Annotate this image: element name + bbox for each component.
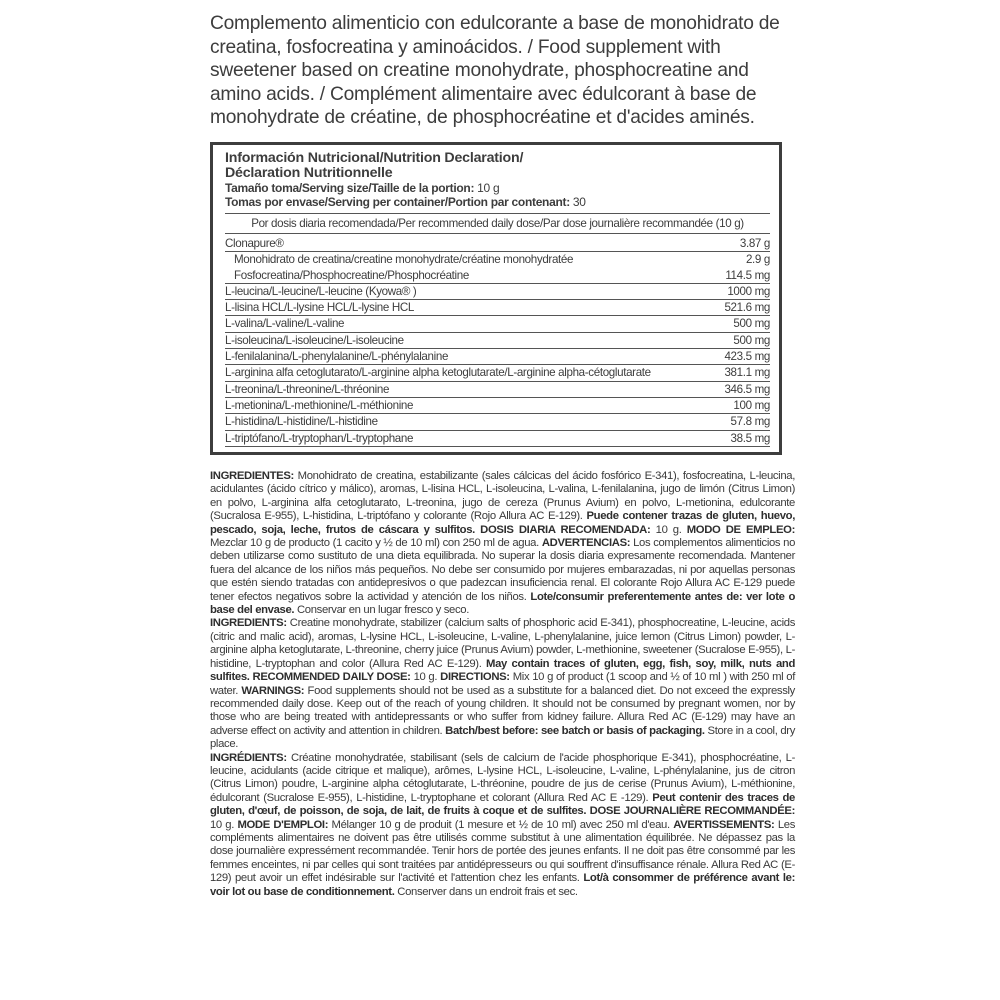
dose-label: DOSIS DIARIA RECOMENDADA:: [474, 523, 651, 536]
batch-label: Lot/à consommer de préférence avant le: voir lot ou base de conditionnement.: [210, 872, 795, 898]
directions-text: Mélanger 10 g de produit (1 mesure et ½ de 10 ml) avec 250 ml d'eau.: [328, 818, 674, 831]
ingredients-es: [210, 470, 795, 617]
warnings-label: WARNINGS:: [241, 684, 305, 697]
nutrient-amount: 3.87 g: [739, 237, 770, 250]
nutrient-name: L-metionina/L-methionine/L-méthionine: [225, 398, 414, 412]
dose-text: 10 g.: [210, 818, 238, 831]
panel-title-line-1: Información Nutricional/Nutrition Declaration/: [225, 150, 524, 166]
nutrient-name: L-leucina/L-leucine/L-leucine (Kyowa® ): [225, 284, 417, 298]
directions-text: Mezclar 10 g de producto (1 cacito y ½ de 10 ml) con 250 ml de agua.: [210, 537, 542, 550]
ingredients-label: INGREDIENTES:: [210, 470, 294, 482]
nutrient-row: [225, 300, 770, 316]
nutrient-amount: 1000 mg: [727, 284, 770, 298]
storage-text: Conservar en un lugar fresco y seco.: [294, 604, 469, 617]
nutrient-row: [225, 333, 770, 349]
nutrient-row: [225, 431, 770, 447]
nutrient-name: Fosfocreatina/Phosphocreatine/Phosphocréatine: [234, 268, 469, 282]
nutrient-amount: 381.1 mg: [724, 366, 770, 380]
dose-text: 10 g.: [650, 523, 687, 536]
nutrient-row: [225, 365, 770, 381]
directions-label: MODE D'EMPLOI:: [237, 818, 329, 831]
allergens-text: Puede contener trazas de gluten, huevo, pescado, soja, leche, frutos de cáscara y sulfitos.: [210, 510, 795, 536]
nutrient-row: [225, 268, 770, 284]
nutrient-amount: 500 mg: [733, 317, 770, 331]
panel-title-line-2: Déclaration Nutritionnelle: [225, 165, 393, 181]
serving-size: [225, 181, 770, 195]
warnings-text: Food supplements should not be used as a substitute for a balanced diet. Do not exceed the expressly recommended daily dose. Keep out of the reach of young children. It should not be consumed by pregnant women, nor by those who are being treated with antidepressants or who suffer from kidney failure. Allura Red AC (E-129) may have an adverse effect on activity and attention in children.: [210, 684, 795, 737]
warnings-text: Los complementos alimenticios no deben utilizarse como sustituto de una dieta equilibrada. No superar la dosis diaria expresamente recomendada. Mantener fuera del alcance de los niños más pequeños. No debe ser consumido por mujeres embarazadas, ni por aquellas personas que estén siendo tratadas con antidepresivos o que padezcan insuficiencia renal. El colorante Rojo Allura AC E-129 puede tener efectos negativos sobre la actividad y atención de los niños.: [210, 537, 796, 603]
directions-text: Mix 10 g of product (1 scoop and ½ of 10 ml ) with 250 ml of water.: [210, 671, 796, 697]
warnings-label: AVERTISSEMENTS:: [673, 818, 775, 831]
warnings-label: ADVERTENCIAS:: [541, 537, 631, 550]
product-description: Complemento alimenticio con edulcorante a base de monohidrato de creatina, fosfocreatina y aminoácidos. / Food supplement with sweetener based on creatine monohydrate, phosphocreatine and amino acids. / Complément alimentaire avec édulcorant à base de monohydrate de créatine, de phosphocréatine et d'acides aminés.: [210, 13, 780, 128]
nutrient-name: L-isoleucina/L-isoleucine/L-isoleucine: [225, 333, 404, 347]
nutrient-row: [225, 252, 770, 267]
serving-size-label: Tamaño toma/Serving size/Taille de la portion:: [225, 181, 475, 195]
nutrient-amount: 100 mg: [733, 398, 770, 412]
serving-size-value: 10 g: [474, 181, 500, 195]
nutrient-row: [225, 398, 770, 414]
nutrient-name: L-arginina alfa cetoglutarato/L-arginine alpha ketoglutarate/L-arginine alpha-cétoglutarate: [225, 366, 651, 380]
servings-per-container: [225, 195, 770, 209]
nutrient-amount: 57.8 mg: [730, 415, 770, 429]
servings-label: Tomas por envase/Serving per container/Portion par contenant:: [225, 195, 570, 209]
dose-text: 10 g.: [410, 671, 441, 684]
nutrient-row: [225, 284, 770, 300]
nutrient-row: [225, 236, 770, 252]
nutrient-name: Monohidrato de creatina/creatine monohydrate/créatine monohydratée: [234, 253, 574, 267]
nutrient-row: [225, 316, 770, 332]
allergens-text: May contain traces of gluten, egg, fish, soy, milk, nuts and sulfites.: [210, 657, 795, 684]
batch-label: Lote/consumir preferentemente antes de: ver lote o base del envase.: [210, 590, 796, 617]
servings-value: 30: [569, 195, 586, 209]
nutrient-amount: 114.5 mg: [725, 268, 770, 282]
allergens-text: Peut contenir des traces de gluten, d'œuf, de poisson, de soja, de lait, de fruits à coque et de sulfites.: [210, 791, 795, 818]
ingredients-label: INGRÉDIENTS:: [210, 751, 287, 764]
nutrition-panel-title: [225, 151, 770, 181]
nutrient-amount: 500 mg: [733, 333, 770, 347]
storage-text: Store in a cool, dry place.: [210, 724, 795, 751]
batch-label: Batch/best before: see batch or basis of packaging.: [445, 724, 705, 737]
nutrient-row: [225, 349, 770, 365]
ingredients-en: [210, 617, 795, 751]
nutrient-amount: 423.5 mg: [724, 350, 770, 364]
nutrient-name: L-valina/L-valine/L-valine: [225, 317, 345, 331]
nutrient-amount: 2.9 g: [745, 253, 770, 267]
directions-label: DIRECTIONS:: [440, 671, 510, 684]
nutrition-panel: [210, 142, 782, 455]
ingredients-text: Creatine monohydrate, stabilizer (calcium salts of phosphoric acid E-341), phosphocreatine, L-leucine, acids (citric and malic acid), aromas, L-lysine HCL, L-isoleucine, L-valine, L-phenylalanine, juice lemon (Citrus Limon) powder, L-arginine alpha ketoglutarate, L-threonine, cherry juice (Prunus Avium) powder, L-methionine, sweetener (Sucralose E-955), L-histidine, L-tryptophan and color (Allura Red AC E-129).: [210, 617, 795, 670]
nutrient-amount: 38.5 mg: [730, 431, 770, 445]
warnings-text: Les compléments alimentaires ne doivent pas être utilisés comme substitut à une alimentation équilibrée. Ne dépassez pas la dose journalière expressément recommandée. Tenir hors de portée des jeunes enfants. Il ne doit pas être consommé par les femmes enceintes, ni par celles qui sont traitées par antidépresseurs ou qui souffrent d'insuffisance rénale. Allura Red AC (E-129) peut avoir un effet indésirable sur l'activité et l'attention chez les enfants.: [210, 818, 796, 885]
dose-header: Por dosis diaria recomendada/Per recommended daily dose/Par dose journalière recommandée (10 g): [225, 213, 770, 234]
nutrient-row: [225, 382, 770, 398]
storage-text: Conserver dans un endroit frais et sec.: [394, 885, 578, 898]
nutrient-name: L-treonina/L-threonine/L-thréonine: [225, 382, 390, 396]
ingredients-section: [210, 470, 795, 899]
ingredients-label: INGREDIENTS:: [210, 617, 287, 630]
dose-label: RECOMMENDED DAILY DOSE:: [249, 671, 411, 684]
nutrient-name: L-triptófano/L-tryptophan/L-tryptophane: [225, 431, 414, 445]
nutrient-name: L-lisina HCL/L-lysine HCL/L-lysine HCL: [225, 301, 415, 315]
nutrient-name: L-histidina/L-histidine/L-histidine: [225, 415, 378, 429]
dose-label: DOSE JOURNALIÈRE RECOMMANDÉE:: [586, 805, 796, 818]
ingredients-text: Créatine monohydratée, stabilisant (sels de calcium de l'acide phosphorique E-341), phosphocréatine, L-leucine, acidulants (acide citrique et malique), arômes, L-lysine HCL, L-isoleucine, L-valine, L-phénylalanine, jus de citron (Citrus Limon) poudre, L-arginine alpha cétoglutarate, L-thréonine, poudre de jus de cerise (Prunus Avium), L-méthionine, édulcorant (Sucralose E-955), L-histidine, L-tryptophane et colorant (Allura Red AC E -129).: [210, 751, 795, 804]
directions-label: MODO DE EMPLEO:: [686, 523, 795, 536]
nutrient-name: L-fenilalanina/L-phenylalanine/L-phénylalanine: [225, 350, 449, 364]
nutrient-amount: 521.6 mg: [724, 301, 770, 315]
nutrient-amount: 346.5 mg: [724, 382, 770, 396]
nutrient-name: Clonapure®: [225, 237, 284, 250]
nutrient-row: [225, 414, 770, 430]
ingredients-fr: [210, 752, 795, 899]
ingredients-text: Monohidrato de creatina, estabilizante (sales cálcicas del ácido fosfórico E-341), fosfocreatina, L-leucina, acidulantes (ácido cítrico y málico), aromas, L-lisina HCL, L-isoleucina, L-valina, L-fenilalanina, jugo de limón (Citrus Limon) en polvo, L-arginina alfa cetoglutarato, L-treonina, jugo de cereza (Prunus Avium) en polvo, L-metionina, edulcorante (Sucralosa E-955), L-histidina, L-triptófano y colorante (Rojo Allura AC E-129).: [210, 470, 795, 523]
